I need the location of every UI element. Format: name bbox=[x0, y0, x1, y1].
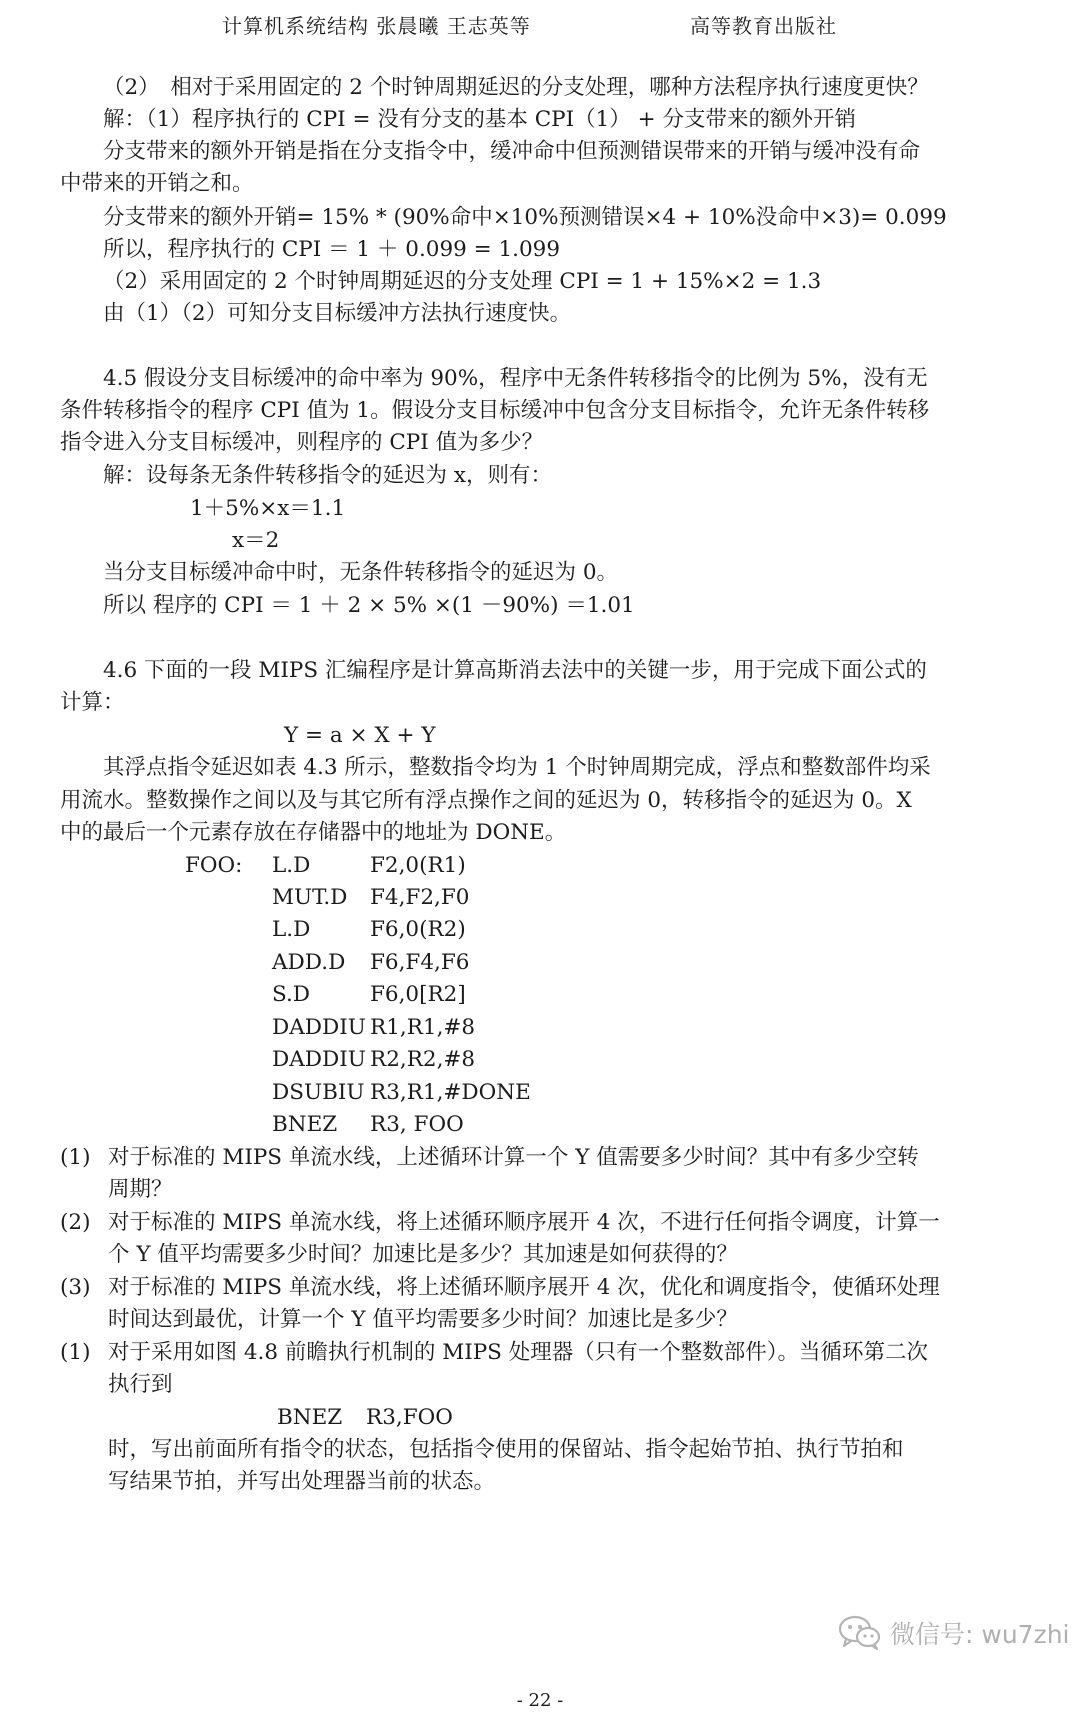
sub-question-text: 写结果节拍，并写出处理器当前的状态。 bbox=[108, 1469, 496, 1494]
sub-question-number: (1) bbox=[60, 1340, 91, 1365]
wechat-icon bbox=[838, 1615, 882, 1651]
header-book-title: 计算机系统结构 张晨曦 王志英等 bbox=[222, 14, 531, 38]
code-opcode: BNEZ bbox=[277, 1405, 343, 1430]
question-text: 计算： bbox=[60, 690, 125, 715]
question-text: 指令进入分支目标缓冲，则程序的 CPI 值为多少？ bbox=[60, 430, 544, 455]
sub-question-text: 周期？ bbox=[108, 1177, 173, 1202]
question-text: 条件转移指令的程序 CPI 值为 1。假设分支目标缓冲中包含分支目标指令，允许无条件转移 bbox=[60, 398, 930, 423]
question-text: 用流水。整数操作之间以及与其它所有浮点操作之间的延迟为 0，转移指令的延迟为 0。X bbox=[60, 788, 912, 813]
code-opcode: BNEZ bbox=[272, 1112, 338, 1137]
code-operands: F6,0[R2] bbox=[370, 982, 466, 1007]
watermark-text: 微信号: wu7zhi bbox=[890, 1620, 1070, 1649]
code-operands: F6,F4,F6 bbox=[370, 950, 470, 975]
sub-question-text: 时间达到最优，计算一个 Y 值平均需要多少时间？加速比是多少？ bbox=[108, 1307, 738, 1332]
code-opcode: MUT.D bbox=[272, 885, 348, 910]
code-operands: R3, FOO bbox=[370, 1112, 464, 1137]
equation: 1＋5%×x＝1.1 bbox=[190, 496, 346, 521]
sub-question-text: 时，写出前面所有指令的状态，包括指令使用的保留站、指令起始节拍、执行节拍和 bbox=[108, 1437, 904, 1462]
code-operands: F6,0(R2) bbox=[370, 917, 466, 942]
question-text: （2） 相对于采用固定的 2 个时钟周期延迟的分支处理，哪种方法程序执行速度更快？ bbox=[103, 75, 929, 100]
code-operands: R1,R1,#8 bbox=[370, 1015, 476, 1040]
code-operands: R3,R1,#DONE bbox=[370, 1080, 531, 1105]
solution-line: 中带来的开销之和。 bbox=[60, 171, 254, 196]
code-operands: R3,FOO bbox=[366, 1405, 453, 1430]
solution-line: 当分支目标缓冲命中时，无条件转移指令的延迟为 0。 bbox=[103, 560, 619, 585]
solution-line: 解：设每条无条件转移指令的延迟为 x，则有： bbox=[103, 463, 552, 488]
header-publisher: 高等教育出版社 bbox=[690, 14, 837, 38]
sub-question-text: 对于标准的 MIPS 单流水线，将上述循环顺序展开 4 次，不进行任何指令调度，计算一 bbox=[108, 1210, 940, 1235]
solution-line: 由（1）（2）可知分支目标缓冲方法执行速度快。 bbox=[103, 301, 572, 326]
sub-question-text: 对于采用如图 4.8 前瞻执行机制的 MIPS 处理器（只有一个整数部件）。当循环第二次 bbox=[108, 1340, 928, 1365]
code-opcode: ADD.D bbox=[272, 950, 346, 975]
equation: x＝2 bbox=[232, 528, 280, 553]
solution-line: 分支带来的额外开销= 15% * (90%命中×10%预测错误×4 + 10%没命中×3)= 0.099 bbox=[103, 205, 947, 230]
code-operands: F4,F2,F0 bbox=[370, 885, 470, 910]
page-number: - 22 - bbox=[516, 1690, 564, 1711]
sub-question-number: (2) bbox=[60, 1210, 91, 1235]
code-opcode: DSUBIU bbox=[272, 1080, 365, 1105]
watermark bbox=[838, 1615, 1069, 1651]
question-text: 中的最后一个元素存放在存储器中的地址为 DONE。 bbox=[60, 820, 567, 845]
question-text: 其浮点指令延迟如表 4.3 所示，整数指令均为 1 个时钟周期完成，浮点和整数部件均采 bbox=[103, 755, 931, 780]
sub-question-number: (3) bbox=[60, 1275, 91, 1300]
code-opcode: DADDIU bbox=[272, 1047, 366, 1072]
question-text: 4.5 假设分支目标缓冲的命中率为 90%，程序中无条件转移指令的比例为 5%，没有无 bbox=[103, 366, 928, 391]
question-text: 4.6 下面的一段 MIPS 汇编程序是计算高斯消去法中的关键一步，用于完成下面公式的 bbox=[103, 658, 927, 683]
code-label: FOO: bbox=[185, 853, 243, 878]
sub-question-text: 个 Y 值平均需要多少时间？加速比是多少？其加速是如何获得的？ bbox=[108, 1242, 738, 1267]
code-opcode: S.D bbox=[272, 982, 311, 1007]
formula: Y = a × X + Y bbox=[284, 723, 436, 748]
code-operands: R2,R2,#8 bbox=[370, 1047, 476, 1072]
code-opcode: L.D bbox=[272, 853, 311, 878]
sub-question-text: 执行到 bbox=[108, 1372, 173, 1397]
sub-question-number: (1) bbox=[60, 1145, 91, 1170]
solution-line: （2）采用固定的 2 个时钟周期延迟的分支处理 CPI = 1 + 15%×2 = 1.3 bbox=[103, 269, 822, 294]
sub-question-text: 对于标准的 MIPS 单流水线，将上述循环顺序展开 4 次，优化和调度指令，使循环处理 bbox=[108, 1275, 940, 1300]
code-opcode: DADDIU bbox=[272, 1015, 366, 1040]
solution-line: 所以，程序执行的 CPI ＝ 1 ＋ 0.099 = 1.099 bbox=[103, 237, 561, 262]
sub-question-text: 对于标准的 MIPS 单流水线，上述循环计算一个 Y 值需要多少时间？其中有多少空转 bbox=[108, 1145, 919, 1170]
solution-line: 分支带来的额外开销是指在分支指令中，缓冲命中但预测错误带来的开销与缓冲没有命 bbox=[103, 139, 921, 164]
code-opcode: L.D bbox=[272, 917, 311, 942]
solution-line: 所以 程序的 CPI ＝ 1 ＋ 2 × 5% ×(1 －90%) ＝1.01 bbox=[103, 593, 635, 618]
code-operands: F2,0(R1) bbox=[370, 853, 466, 878]
solution-line: 解：（1）程序执行的 CPI = 没有分支的基本 CPI（1） + 分支带来的额外开销 bbox=[103, 107, 856, 132]
